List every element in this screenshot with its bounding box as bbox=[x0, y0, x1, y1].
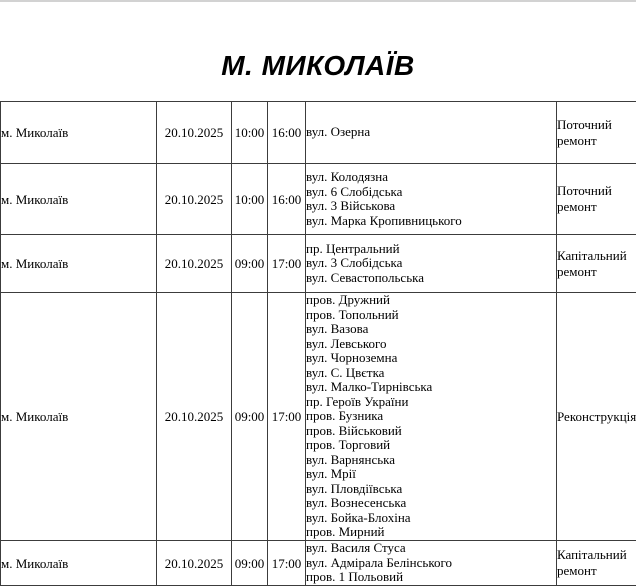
street-item: вул. Вазова bbox=[306, 321, 369, 337]
street-item: пров. 1 Польовий bbox=[306, 569, 404, 585]
date-cell: 20.10.2025 bbox=[157, 293, 232, 541]
street-item: вул. Варнянська bbox=[306, 451, 396, 467]
street-item: вул. Адмірала Белінського bbox=[306, 554, 452, 570]
page-title: М. МИКОЛАЇВ bbox=[221, 50, 415, 81]
start-time-cell: 09:00 bbox=[232, 541, 268, 586]
city-cell: м. Миколаїв bbox=[1, 293, 157, 541]
city-cell: м. Миколаїв bbox=[1, 541, 157, 586]
city-cell: м. Миколаїв bbox=[1, 235, 157, 293]
streets-cell bbox=[306, 164, 557, 235]
street-item: пров. Мирний bbox=[306, 524, 385, 540]
streets-cell bbox=[306, 235, 557, 293]
street-item: вул. С. Цвєтка bbox=[306, 364, 385, 380]
date-cell: 20.10.2025 bbox=[157, 164, 232, 235]
street-item: пр. Центральний bbox=[306, 240, 400, 256]
street-item: вул. Вознесенська bbox=[306, 495, 407, 511]
date-cell: 20.10.2025 bbox=[157, 541, 232, 586]
end-time-cell: 17:00 bbox=[268, 235, 306, 293]
street-item: вул. Малко-Тирнівська bbox=[306, 379, 433, 395]
end-time-cell: 17:00 bbox=[268, 293, 306, 541]
work-type-cell: Поточний ремонт bbox=[557, 164, 636, 235]
street-item: пров. Бузника bbox=[306, 408, 384, 424]
streets-cell bbox=[306, 541, 557, 586]
table-row bbox=[1, 164, 636, 235]
street-item: вул. Севастопольська bbox=[306, 269, 425, 285]
street-item: вул. Пловдіївська bbox=[306, 480, 403, 496]
street-item: пров. Торговий bbox=[306, 437, 391, 453]
table-row bbox=[1, 102, 636, 164]
street-item: вул. Василя Стуса bbox=[306, 540, 406, 556]
street-item: вул. Колодязна bbox=[306, 169, 389, 184]
date-cell: 20.10.2025 bbox=[157, 235, 232, 293]
schedule-body bbox=[1, 102, 636, 586]
table-row bbox=[1, 541, 636, 586]
street-item: вул. Мрії bbox=[306, 466, 356, 482]
street-item: пр. Героїв України bbox=[306, 393, 409, 409]
street-item: вул. 6 Слобідська bbox=[306, 183, 403, 199]
street-item: вул. Левського bbox=[306, 335, 387, 351]
end-time-cell: 17:00 bbox=[268, 541, 306, 586]
street-item: вул. 3 Слобідська bbox=[306, 255, 403, 271]
work-type-cell: Капітальний ремонт bbox=[557, 541, 636, 586]
city-cell: м. Миколаїв bbox=[1, 164, 157, 235]
date-cell: 20.10.2025 bbox=[157, 102, 232, 164]
street-item: вул. Бойка-Блохіна bbox=[306, 509, 411, 525]
street-item: вул. Чорноземна bbox=[306, 350, 398, 366]
top-divider bbox=[0, 0, 636, 2]
work-type-cell: Поточний ремонт bbox=[557, 102, 636, 164]
street-item: вул. Марка Кропивницького bbox=[306, 212, 462, 228]
street-item: пров. Дружний bbox=[306, 292, 390, 308]
street-item: пров. Топольний bbox=[306, 306, 399, 322]
street-item: пров. Військовий bbox=[306, 422, 402, 438]
work-type-cell: Капітальний ремонт bbox=[557, 235, 636, 293]
end-time-cell: 16:00 bbox=[268, 102, 306, 164]
start-time-cell: 10:00 bbox=[232, 102, 268, 164]
street-item: вул. 3 Військова bbox=[306, 198, 396, 213]
start-time-cell: 10:00 bbox=[232, 164, 268, 235]
work-type-cell: Реконструкція bbox=[557, 293, 636, 541]
street-item: вул. Озерна bbox=[306, 124, 371, 140]
start-time-cell: 09:00 bbox=[232, 293, 268, 541]
start-time-cell: 09:00 bbox=[232, 235, 268, 293]
city-cell: м. Миколаїв bbox=[1, 102, 157, 164]
table-row bbox=[1, 293, 636, 541]
streets-cell bbox=[306, 293, 557, 541]
table-row bbox=[1, 235, 636, 293]
streets-cell bbox=[306, 102, 557, 164]
end-time-cell: 16:00 bbox=[268, 164, 306, 235]
repair-schedule-table bbox=[0, 101, 636, 586]
